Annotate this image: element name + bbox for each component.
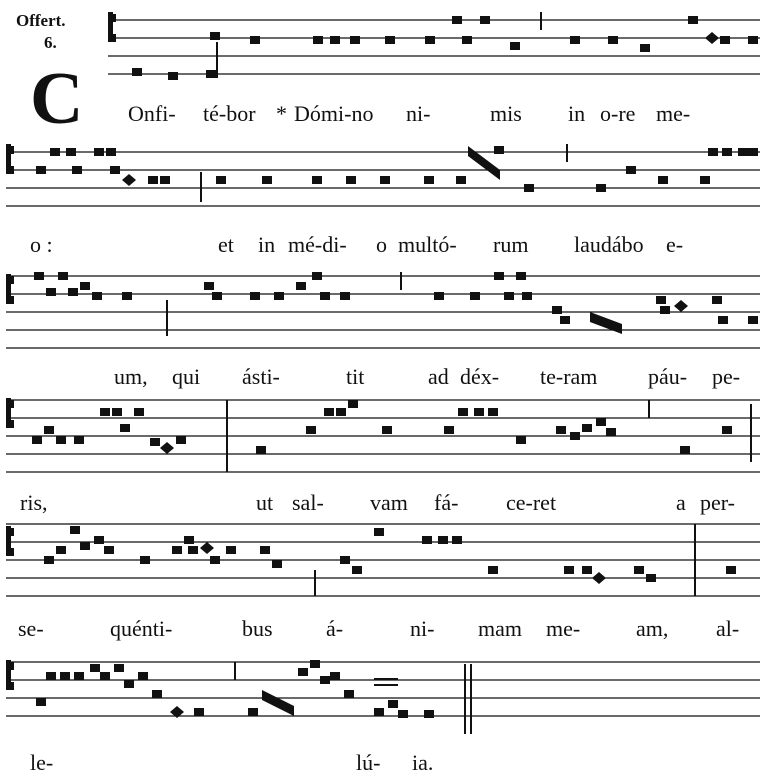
lyric-syllable: quénti- <box>110 616 173 641</box>
lyric-syllable: mam <box>478 616 522 641</box>
lyric-syllable: tit <box>346 364 365 389</box>
lyric-syllable: rum <box>493 232 529 257</box>
lyric-syllable: ni- <box>410 616 435 641</box>
lyric-syllable: páu- <box>648 364 688 389</box>
lyric-syllable: multó- <box>398 232 457 257</box>
lyric-syllable: e- <box>666 232 684 257</box>
lyric-syllable: o-re <box>600 101 636 126</box>
lyric-syllable: ásti- <box>242 364 280 389</box>
lyric-syllable: te-ram <box>540 364 598 389</box>
lyric-syllable: am, <box>636 616 669 641</box>
lyric-syllable: per- <box>700 490 735 515</box>
lyric-syllable: lú- <box>356 750 381 775</box>
offertory-number: 6. <box>44 33 57 52</box>
lyric-syllable: déx- <box>460 364 500 389</box>
lyric-syllable: et <box>218 232 234 257</box>
lyric-syllable: vam <box>370 490 408 515</box>
initial-letter: C <box>30 58 84 140</box>
lyric-syllable: * <box>276 101 287 126</box>
lyric-syllable: á- <box>326 616 344 641</box>
lyric-syllable: o : <box>30 232 53 257</box>
lyric-syllable: se- <box>18 616 44 641</box>
offertory-label: Offert. <box>16 11 66 30</box>
lyric-syllable: bus <box>242 616 273 641</box>
lyric-syllable: um, <box>114 364 148 389</box>
lyric-syllable: qui <box>172 364 201 389</box>
lyric-syllable: ad <box>428 364 449 389</box>
lyric-syllable: ni- <box>406 101 431 126</box>
lyric-syllable: ris, <box>20 490 48 515</box>
lyric-syllable: laudábo <box>574 232 644 257</box>
lyric-syllable: le- <box>30 750 54 775</box>
lyric-syllable: in <box>258 232 276 257</box>
lyric-syllable: Onfi- <box>128 101 176 126</box>
lyric-syllable: al- <box>716 616 740 641</box>
lyric-syllable: in <box>568 101 586 126</box>
lyric-syllable: Dómi-no <box>294 101 374 126</box>
lyric-syllable: o <box>376 232 387 257</box>
lyric-syllable: té-bor <box>203 101 256 126</box>
lyric-syllable: me- <box>546 616 581 641</box>
lyric-syllable: me- <box>656 101 691 126</box>
lyric-syllable: ce-ret <box>506 490 557 515</box>
lyric-syllable: mis <box>490 101 522 126</box>
lyric-syllable: ut <box>256 490 274 515</box>
lyric-syllable: sal- <box>292 490 324 515</box>
lyric-syllable: pe- <box>712 364 741 389</box>
lyric-syllable: fá- <box>434 490 459 515</box>
lyric-syllable: ia. <box>412 750 434 775</box>
lyric-syllable: mé-di- <box>288 232 347 257</box>
lyric-syllable: a <box>676 490 686 515</box>
